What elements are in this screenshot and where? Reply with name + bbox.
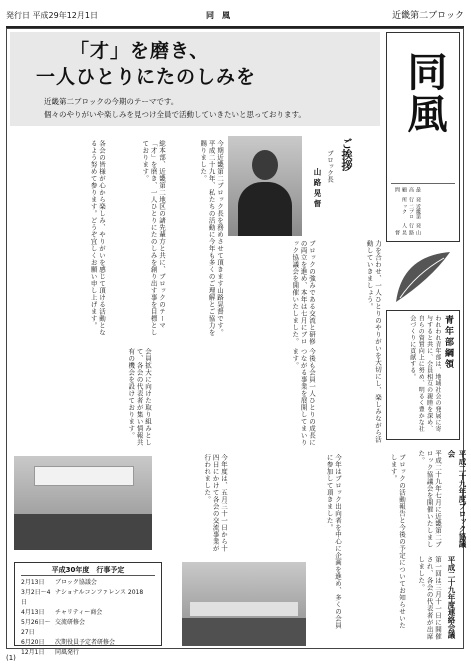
headline-line1: 「才」を磨き、 — [70, 40, 210, 62]
portrait-photo — [228, 136, 302, 236]
schedule-row: 2月13日 ブロック協議会 — [21, 579, 97, 586]
event2-text: 第一回は三月十一日に開催され、各会の代表者が出席しました。 — [417, 556, 442, 640]
event2-title: 平成二十九年度連絡会議 — [447, 556, 456, 639]
greeting-title: ご挨拶 — [340, 138, 353, 171]
greeting-name: 山路晃督 — [313, 168, 322, 210]
headline-banner — [10, 32, 380, 126]
masthead-info: 最高顧問 発行所 近畿第二ブロック 発行人 山路晃督 — [394, 187, 421, 236]
issue-date: 発行日 平成29年12月1日 — [6, 11, 98, 20]
schedule-row: 12月1日 同風発行 — [21, 649, 80, 656]
schedule-row: 5月26日～27日 交流研修会 — [21, 619, 86, 636]
article-col-2: 総本部、近畿第二地区の諸先輩方と共に、ブロックのテーマ「才」を磨き、一人ひとりにたのしみを創り出す事を目標としております。 — [141, 140, 166, 336]
greeting-role: ブロック長 — [326, 150, 334, 183]
article-col-5: 会員拡大に向けた取り組みとして、各会の代表者が集い情報共有の機会を設けております。 — [127, 348, 152, 446]
schedule-row: 6月20日 次期役員予定者研修会 — [21, 639, 116, 646]
masthead-logo: 同風 — [401, 51, 448, 135]
article-col-8: 今年はブロック出向者を中心に企画を進め、多くの会員に参加して頂きました。 — [325, 454, 342, 629]
youth-title: 青年部綱領 — [443, 315, 453, 370]
leaf-emblem-icon — [392, 248, 454, 306]
schedule-row: 4月13日 チャリティー商会 — [21, 609, 103, 616]
article-col-10: ブロックの活動報告と今後の予定についてお知らせいたします。 — [389, 454, 406, 629]
header-center-title: 同 風 — [206, 10, 230, 20]
page-header — [6, 4, 464, 28]
page-number: (1) — [6, 654, 16, 662]
schedule-box — [14, 562, 162, 656]
schedule-row: 3月2日～4日 ナショナルコンファレンス 2018 — [21, 589, 144, 606]
article-col-3: 各会の皆様が心から楽しみ、やりがいを感じて頂ける活動となるよう努めて参ります。どうぞ宜しくお願い申し上げます。 — [89, 140, 106, 336]
article-col-4: ブロックの強みである交流と研修の両立を進め、本年は七月にブロック協議会を開催いたしました。 — [291, 240, 316, 345]
headline-line2: 一人ひとりにたのしみを — [36, 66, 257, 88]
event1-title: 平成二十九年度ブロック協議会 — [447, 450, 467, 548]
meeting-photo-1 — [14, 456, 152, 550]
youth-text: われわれ青年部は、地域社会の発展に寄与すると共に、会員相互の親睦を深め、自らの資質向上に努め、明るく豊かな社会づくりに貢献する。 — [408, 315, 441, 432]
article-col-9: 今年度は、五月三十一日から十四日にかけて各会の交流事業が行われました。 — [203, 454, 228, 552]
article-col-6: 今後も会員一人ひとりの成長につながる事業を展開してまいります。 — [291, 348, 316, 446]
masthead-box — [386, 32, 460, 242]
article-col-1: 今期近畿第二ブロック長を務めさせて頂きます山路晃督です。平成二十九年、私たちの活動に今年も多くのご理解とご協力を賜りました。 — [199, 140, 224, 336]
article-col-7: 力を合わせ、一人ひとりのやりがいを大切にし、楽しみながら活動していきましょう。 — [365, 240, 382, 443]
headline-sub1: 近畿第二ブロックの今期のテーマです。 — [44, 97, 179, 106]
meeting-photo-2 — [182, 562, 306, 646]
schedule-title: 平成30年度 行事予定 — [21, 565, 155, 576]
headline-sub2: 個々のやりがいや楽しみを見つけ全員で活動していきたいと思っております。 — [44, 110, 306, 119]
event1-text: 平成二十九年七月に近畿第二ブロック協議会を開催いたしました。 — [417, 450, 442, 548]
youth-platform-box — [386, 310, 460, 440]
header-block-name: 近畿第二ブロック — [392, 11, 464, 21]
